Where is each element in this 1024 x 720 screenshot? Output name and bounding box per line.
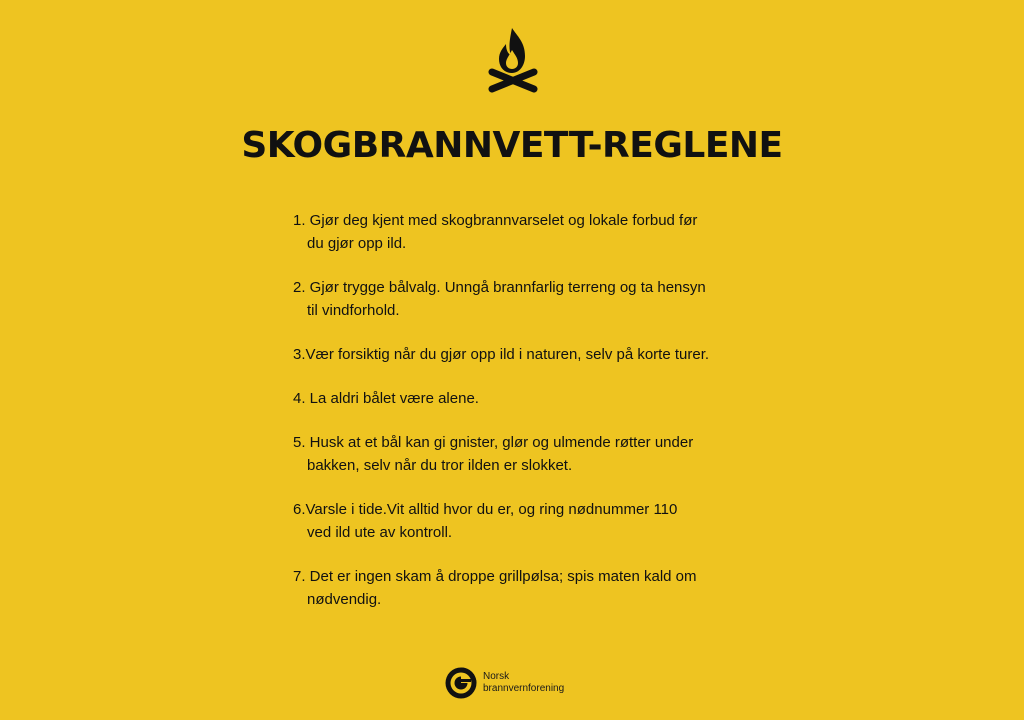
org-name — [483, 671, 564, 695]
org-name-line: Norsk — [483, 671, 510, 682]
rule-text: 5. Husk at et bål kan gi gnister, glør og ulmende røtter under — [293, 434, 694, 451]
rule-text: 3.Vær forsiktig når du gjør opp ild i naturen, selv på korte turer. — [293, 346, 710, 363]
campfire-icon — [484, 26, 542, 94]
rule-item — [293, 565, 773, 611]
rule-item — [293, 209, 773, 255]
rule-text: bakken, selv når du tror ilden er slokket. — [307, 457, 573, 474]
norsk-brannvernforening-logo-icon — [444, 666, 478, 700]
rule-text: til vindforhold. — [307, 302, 400, 319]
rule-text: 2. Gjør trygge bålvalg. Unngå brannfarlig terreng og ta hensyn — [293, 279, 706, 296]
rule-text: 7. Det er ingen skam å droppe grillpølsa; spis maten kald om — [293, 568, 697, 585]
footer-logo — [444, 665, 564, 701]
rule-text: du gjør opp ild. — [307, 235, 407, 252]
rule-item — [293, 387, 773, 410]
poster-title: SKOGBRANNVETT-REGLENE — [241, 125, 783, 166]
rule-text: ved ild ute av kontroll. — [307, 524, 453, 541]
org-name-line: brannvernforening — [483, 683, 565, 694]
rule-item — [293, 498, 773, 544]
rule-text: 6.Varsle i tide.Vit alltid hvor du er, og ring nødnummer 110 — [293, 501, 678, 518]
rule-item — [293, 431, 773, 477]
rules-list — [293, 209, 773, 632]
rule-text: 1. Gjør deg kjent med skogbrannvarselet og lokale forbud før — [293, 212, 698, 229]
rule-item — [293, 276, 773, 322]
rule-text: nødvendig. — [307, 591, 382, 608]
rule-item — [293, 343, 773, 366]
rule-text: 4. La aldri bålet være alene. — [293, 390, 479, 407]
